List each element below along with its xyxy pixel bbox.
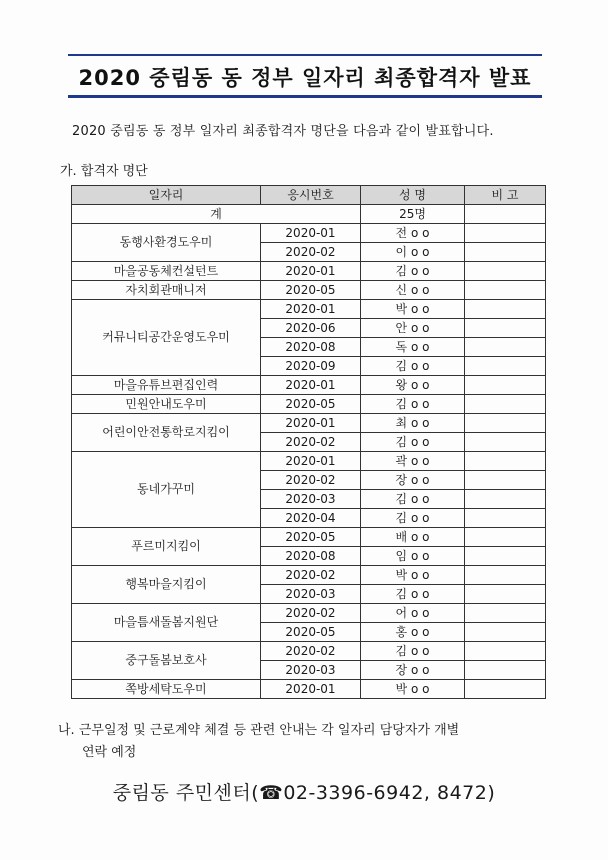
job-cell: 동행사환경도우미 [72, 224, 261, 262]
exam-number-cell: 2020-02 [261, 243, 361, 262]
name-cell: 김 o o [361, 642, 465, 661]
exam-number-cell: 2020-08 [261, 547, 361, 566]
header-remarks: 비 고 [465, 186, 546, 205]
name-cell: 신 o o [361, 281, 465, 300]
job-cell: 행복마을지킴이 [72, 566, 261, 604]
remarks-cell [465, 509, 546, 528]
remarks-cell [465, 528, 546, 547]
remarks-cell [465, 604, 546, 623]
exam-number-cell: 2020-05 [261, 281, 361, 300]
table-row [72, 642, 546, 661]
exam-number-cell: 2020-02 [261, 566, 361, 585]
job-cell: 마을공동체컨설턴트 [72, 262, 261, 281]
table-row [72, 224, 546, 243]
remarks-cell [465, 281, 546, 300]
remarks-cell [465, 547, 546, 566]
table-row [72, 262, 546, 281]
table-row [72, 566, 546, 585]
remarks-cell [465, 623, 546, 642]
exam-number-cell: 2020-03 [261, 661, 361, 680]
section-b-notice [58, 720, 558, 764]
exam-number-cell: 2020-01 [261, 300, 361, 319]
remarks-cell [465, 490, 546, 509]
name-cell: 박 o o [361, 566, 465, 585]
name-cell: 김 o o [361, 395, 465, 414]
section-a-heading: 가. 합격자 명단 [60, 164, 148, 179]
successful-applicants-table [71, 185, 546, 699]
section-b-line2: 연락 예정 [82, 745, 137, 760]
table-row [72, 300, 546, 319]
name-cell: 박 o o [361, 680, 465, 699]
remarks-cell [465, 414, 546, 433]
exam-number-cell: 2020-03 [261, 490, 361, 509]
exam-number-cell: 2020-01 [261, 224, 361, 243]
intro-text: 2020 중림동 동 정부 일자리 최종합격자 명단을 다음과 같이 발표합니다. [72, 124, 494, 139]
remarks-cell [465, 224, 546, 243]
remarks-cell [465, 262, 546, 281]
header-job: 일자리 [72, 186, 261, 205]
name-cell: 안 o o [361, 319, 465, 338]
exam-number-cell: 2020-01 [261, 262, 361, 281]
job-cell: 쪽방세탁도우미 [72, 680, 261, 699]
name-cell: 박 o o [361, 300, 465, 319]
remarks-cell [465, 566, 546, 585]
job-cell: 동네가꾸미 [72, 452, 261, 528]
remarks-cell [465, 661, 546, 680]
name-cell: 김 o o [361, 490, 465, 509]
exam-number-cell: 2020-09 [261, 357, 361, 376]
header-exam-number: 응시번호 [261, 186, 361, 205]
table-row [72, 604, 546, 623]
job-cell: 자치회관매니저 [72, 281, 261, 300]
remarks-cell [465, 338, 546, 357]
table-row [72, 376, 546, 395]
remarks-cell [465, 452, 546, 471]
remarks-cell [465, 471, 546, 490]
name-cell: 독 o o [361, 338, 465, 357]
remarks-cell [465, 642, 546, 661]
remarks-cell [465, 395, 546, 414]
name-cell: 김 o o [361, 433, 465, 452]
exam-number-cell: 2020-05 [261, 623, 361, 642]
table-row [72, 395, 546, 414]
exam-number-cell: 2020-05 [261, 395, 361, 414]
table-header-row [72, 186, 546, 205]
name-cell: 홍 o o [361, 623, 465, 642]
exam-number-cell: 2020-01 [261, 680, 361, 699]
exam-number-cell: 2020-01 [261, 452, 361, 471]
exam-number-cell: 2020-08 [261, 338, 361, 357]
job-cell: 커뮤니티공간운영도우미 [72, 300, 261, 376]
exam-number-cell: 2020-04 [261, 509, 361, 528]
name-cell: 어 o o [361, 604, 465, 623]
job-cell: 마을틈새돌봄지원단 [72, 604, 261, 642]
exam-number-cell: 2020-01 [261, 414, 361, 433]
name-cell: 김 o o [361, 357, 465, 376]
section-b-line1: 나. 근무일정 및 근로계약 체결 등 관련 안내는 각 일자리 담당자가 개별 [58, 723, 460, 738]
header-name: 성 명 [361, 186, 465, 205]
table-row [72, 680, 546, 699]
remarks-cell [465, 376, 546, 395]
table-row [72, 452, 546, 471]
name-cell: 이 o o [361, 243, 465, 262]
remarks-cell [465, 680, 546, 699]
job-cell: 어린이안전통학로지킴이 [72, 414, 261, 452]
exam-number-cell: 2020-02 [261, 433, 361, 452]
exam-number-cell: 2020-03 [261, 585, 361, 604]
job-cell: 중구돌봄보호사 [72, 642, 261, 680]
name-cell: 장 o o [361, 661, 465, 680]
name-cell: 최 o o [361, 414, 465, 433]
name-cell: 임 o o [361, 547, 465, 566]
table-row [72, 528, 546, 547]
remarks-cell [465, 300, 546, 319]
total-row [72, 205, 546, 224]
title-box [68, 56, 542, 98]
remarks-cell [465, 357, 546, 376]
footer-contact: 중림동 주민센터(☎02-3396-6942, 8472) [112, 782, 496, 804]
page-title: 2020 중림동 동 정부 일자리 최종합격자 발표 [78, 66, 532, 90]
remarks-cell [465, 433, 546, 452]
exam-number-cell: 2020-05 [261, 528, 361, 547]
name-cell: 김 o o [361, 262, 465, 281]
remarks-cell [465, 243, 546, 262]
job-cell: 민원안내도우미 [72, 395, 261, 414]
name-cell: 왕 o o [361, 376, 465, 395]
name-cell: 배 o o [361, 528, 465, 547]
job-cell: 마을유튜브편집인력 [72, 376, 261, 395]
exam-number-cell: 2020-02 [261, 471, 361, 490]
exam-number-cell: 2020-02 [261, 642, 361, 661]
name-cell: 전 o o [361, 224, 465, 243]
name-cell: 곽 o o [361, 452, 465, 471]
table-row [72, 281, 546, 300]
exam-number-cell: 2020-06 [261, 319, 361, 338]
remarks-cell [465, 319, 546, 338]
table-row [72, 414, 546, 433]
remarks-cell [465, 585, 546, 604]
total-label: 계 [72, 205, 361, 224]
exam-number-cell: 2020-02 [261, 604, 361, 623]
total-remarks [465, 205, 546, 224]
name-cell: 장 o o [361, 471, 465, 490]
total-value: 25명 [361, 205, 465, 224]
name-cell: 김 o o [361, 585, 465, 604]
exam-number-cell: 2020-01 [261, 376, 361, 395]
name-cell: 김 o o [361, 509, 465, 528]
job-cell: 푸르미지킴이 [72, 528, 261, 566]
